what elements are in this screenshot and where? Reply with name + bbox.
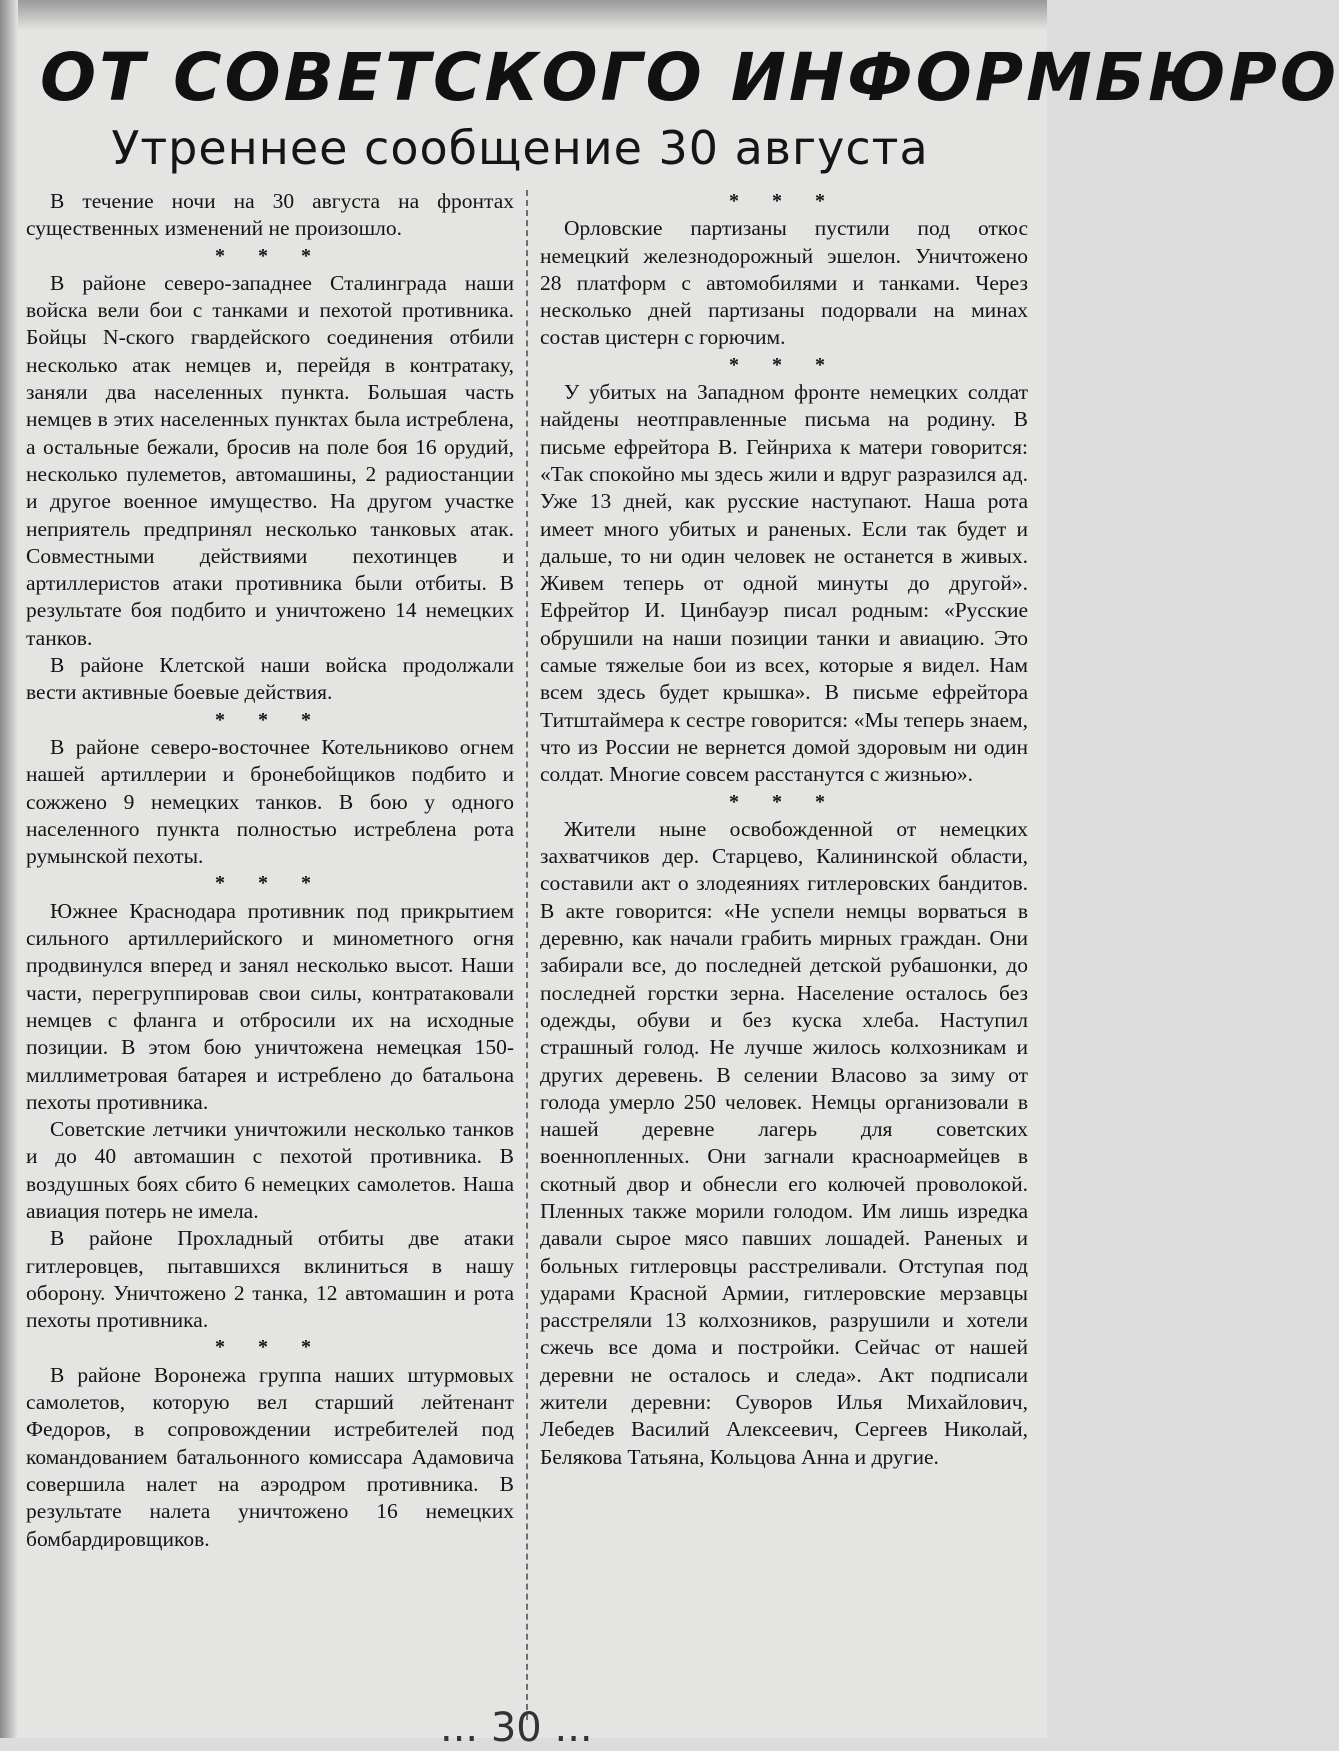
separator-stars: * * * [215,244,325,267]
article-paragraph: В районе северо-западнее Сталинграда наши войска вели бои с танками и пехотой противника. Бойцы N-ского гвардейского соединения отбили несколько атак немцев и, перейдя в контратаку, заняли два населенных пункта. Большая часть немцев в этих населенных пунктах была истреблена, а остальные бежали, бросив на поле боя 16 орудий, несколько пулеметов, автомашины, 2 радиостанции и другое военное имущество. На другом участке неприятель предпринял несколько танковых атак. Совместными действиями пехотинцев и артиллеристов атаки противника были отбиты. В результате боя подбито и уничтожено 14 немецких танков. [26,270,514,650]
next-article-fragment: ... 30 ... [440,1705,593,1751]
column-divider [526,190,530,1720]
separator-stars: * * * [729,790,839,813]
article-paragraph: В районе Прохладный отбиты две атаки гитлеровцев, пытавшихся вклиниться в нашу оборону. Уничтожено 2 танка, 12 автомашин и рота пехоты противника. [26,1226,514,1333]
page-title: ОТ СОВЕТСКОГО ИНФОРМБЮРО [40,39,1339,116]
article-paragraph: В районе Воронежа группа наших штурмовых самолетов, которую вел старший лейтенант Федоров, в сопровождении истребителей под командованием батальонного комиссара Адамовича совершила налет на аэродром противника. В результате налета уничтожено 16 немецких бомбардировщиков. [26,1362,514,1551]
article-paragraph: Орловские партизаны пустили под откос немецкий железнодорожный эшелон. Уничтожено 28 платформ с автомобилями и танками. Через несколько дней партизаны подорвали на минах состав цистерн с горючим. [540,216,1028,350]
separator-stars: * * * [729,353,839,376]
right-column [540,188,1028,1471]
article-paragraph: Советские летчики уничтожили несколько танков и до 40 автомашин с пехотой противника. В воздушных боях сбито 6 немецких самолетов. Наша авиация потерь не имела. [26,1117,514,1223]
page-subtitle: Утреннее сообщение 30 августа [111,121,929,175]
separator-stars: * * * [729,190,839,212]
separator-stars: * * * [215,872,325,895]
article-paragraph: В районе северо-восточнее Котельниково огнем нашей артиллерии и бронебойщиков подбито и сожжено 9 немецких танков. В бою у одного населенного пункта полностью истреблена рота румынской пехоты. [26,734,514,869]
article-paragraph: В течение ночи на 30 августа на фронтах существенных изменений не произошло. [26,189,514,241]
article-paragraph: В районе Клетской наши войска продолжали вести активные боевые действия. [26,653,514,705]
article-paragraph: Жители ныне освобожденной от немецких захватчиков дер. Старцево, Калининской области, составили акт о злодеяниях гитлеровских бандитов. В акте говорится: «Не успели немцы ворваться в деревню, как начали грабить мирных граждан. Они забирали все, до последней детской рубашонки, до последней горстки зерна. Население осталось без одежды, обуви и без куска хлеба. Наступил страшный голод. Не лучше жилось колхозникам и других деревень. В селении Власово за зиму от голода умерло 250 человек. Немцы организовали в нашей деревне лагерь для советских военнопленных. Они загнали красноармейцев в скотный двор и обнесли его колючей проволокой. Пленных также морили голодом. Им лишь изредка давали сырое мясо павших лошадей. Раненых и больных гитлеровцы расстреливали. Отступая под ударами Красной Армии, гитлеровские мерзавцы расстреляли 13 колхозников, разрушили и хотели сжечь все дома и постройки. Сейчас от нашей деревни не осталось и следа». Акт подписали жители деревни: Суворов Илья Михайлович, Лебедев Василий Алексеевич, Сергеев Николай, Белякова Татьяна, Кольцова Анна и другие. [540,816,1028,1469]
left-column [26,188,514,1553]
page-left-shadow [0,0,18,1738]
page-top-shadow [0,0,1047,30]
separator-stars: * * * [215,708,325,731]
separator-stars: * * * [215,1336,325,1359]
article-paragraph: Южнее Краснодара противник под прикрытием сильного артиллерийского и минометного огня продвинулся вперед и занял несколько высот. Наши части, перегруппировав свои силы, контратаковали немцев с фланга и отбросили их на исходные позиции. В этом бою уничтожена немецкая 150-миллиметровая батарея и истреблено до батальона пехоты противника. [26,898,514,1114]
article-paragraph: У убитых на Западном фронте немецких солдат найдены неотправленные письма на родину. В письме ефрейтора В. Гейнриха к матери говорится: «Так спокойно мы здесь жили и вдруг разразился ад. Уже 13 дней, как русские наступают. Наша рота имеет много убитых и раненых. Если так будет и дальше, то ни один человек не останется в живых. Живем теперь от одной минуты до другой». Ефрейтор И. Цинбауэр писал родным: «Русские обрушили на наши позиции танки и авиацию. Это самые тяжелые бои из всех, которые я видел. Нам всем здесь будет крышка». В письме ефрейтора Титштаймера к сестре говорится: «Мы теперь знаем, что из России не вернется домой здоровым ни один солдат. Многие совсем расстанутся с жизнью». [540,380,1028,787]
